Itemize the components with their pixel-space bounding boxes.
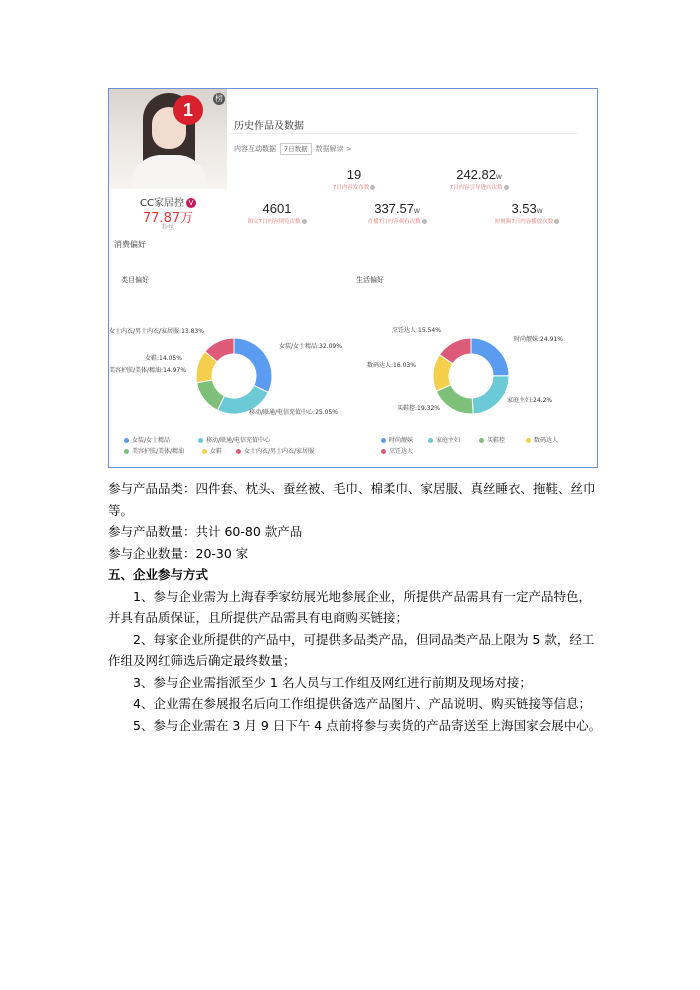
- rank-badge: 1: [173, 95, 203, 125]
- life-donut-chart: [431, 336, 511, 416]
- data-explain-link[interactable]: 数据解读 >: [315, 145, 352, 153]
- list-item: 3、参与企业需指派至少 1 名人员与工作组及网红进行前期及现场对接；: [133, 674, 532, 690]
- legend-item: 美容护肤/美体/精油: [124, 446, 184, 455]
- slice-label: 家庭主妇:24.2%: [507, 397, 553, 404]
- slice-label: 女鞋:14.05%: [145, 355, 182, 362]
- fans-label: 粉丝: [161, 224, 174, 231]
- stat-live-views: 337.57w 直播7日内容观看次数: [347, 201, 447, 225]
- slice-label: 烹饪达人:15.54%: [392, 327, 441, 334]
- section-heading: 五、企业参与方式: [108, 567, 209, 582]
- influencer-photo: [109, 89, 227, 189]
- donut-slice: [234, 338, 272, 392]
- stat-posts: 19 7日内容发布数: [309, 167, 399, 191]
- legend-item: 烹饪达人: [381, 446, 413, 455]
- influencer-data-screenshot: [108, 88, 598, 468]
- legend-item: 数码达人: [526, 435, 558, 444]
- chart-title-life: 生活偏好: [356, 276, 384, 284]
- slice-label: 数码达人:16.03%: [367, 362, 416, 369]
- fans-count: 77.87万: [142, 211, 194, 226]
- slice-label: 时尚靓妹:24.91%: [514, 336, 563, 343]
- product-categories: 参与产品品类：四件套、枕头、蚕丝被、毛巾、棉柔巾、家居服、真丝睡衣、拖鞋、丝巾等。: [108, 481, 596, 518]
- title-divider: [229, 133, 577, 134]
- donut-slice: [472, 376, 509, 414]
- donut-slice: [471, 338, 509, 376]
- document-body: [108, 478, 603, 736]
- verified-icon: V: [186, 198, 196, 208]
- slice-label: 买鞋控:19.32%: [397, 405, 440, 412]
- legend-item: 时尚靓妹: [381, 435, 413, 444]
- slice-label: 美容护肤/美体/精油:14.97%: [109, 367, 186, 374]
- list-item: 2、每家企业所提供的产品中，可提供多品类产品，但同品类产品上限为 5 款，经工作组及网红筛选后确定最终数量；: [108, 631, 595, 668]
- legend-item: 女装/女士精品: [124, 435, 170, 444]
- help-icon: [422, 219, 427, 224]
- slice-label: 女士内衣/男士内衣/家居服:13.83%: [109, 328, 204, 335]
- help-icon: [302, 219, 307, 224]
- legend-item: 买鞋控: [479, 435, 505, 444]
- product-count: 参与产品数量：共计 60-80 款产品: [108, 524, 303, 539]
- help-icon: [504, 185, 509, 190]
- company-count: 参与企业数量：20-30 家: [108, 545, 249, 561]
- list-item: 4、企业需在参展报名后向工作组提供备选产品图片、产品说明、购买链接等信息；: [133, 696, 591, 711]
- legend-item: 女士内衣/男士内衣/家居服: [236, 446, 314, 455]
- history-title: 历史作品及数据: [234, 121, 304, 132]
- stat-article-views: 4601 图文7日内容浏览次数: [231, 201, 323, 225]
- period-select[interactable]: 7日数据: [280, 143, 312, 155]
- slice-label: 女装/女士精品:32.09%: [279, 343, 342, 350]
- list-item: 1、参与企业需为上海春季家纺展光地参展企业，所提供产品需具有一定产品特色，并具有品质保证，且所提供产品需具有电商购买链接；: [108, 588, 591, 625]
- section-title: 消费偏好: [114, 240, 146, 249]
- stat-video-plays: 3.53w 短视频7日内容播放次数: [477, 201, 577, 225]
- profile-card: [109, 89, 227, 229]
- list-item: 5、参与企业需在 3 月 9 日下午 4 点前将参与卖货的产品寄送至上海国家会展中心。: [133, 717, 602, 733]
- legend-item: 移动/联通/电信充值中心: [198, 435, 270, 444]
- legend-item: 家庭主妇: [428, 435, 460, 444]
- profile-name: CC家居控: [140, 198, 184, 209]
- help-icon: [370, 185, 375, 190]
- category-legend: [124, 435, 354, 459]
- slice-label: 移动/联通/电信充值中心:25.05%: [249, 409, 338, 416]
- rank-corner-icon: 榜: [215, 94, 223, 103]
- category-donut-chart: [194, 336, 274, 416]
- legend-item: 女鞋: [202, 446, 222, 455]
- data-controls: [234, 143, 352, 155]
- stat-store-visits: 242.82w 7日内容引导进店次数: [429, 167, 529, 191]
- control-label: 内容互动数据: [234, 145, 276, 153]
- help-icon: [554, 219, 559, 224]
- chart-title-category: 类目偏好: [121, 276, 149, 284]
- life-legend: [381, 435, 591, 459]
